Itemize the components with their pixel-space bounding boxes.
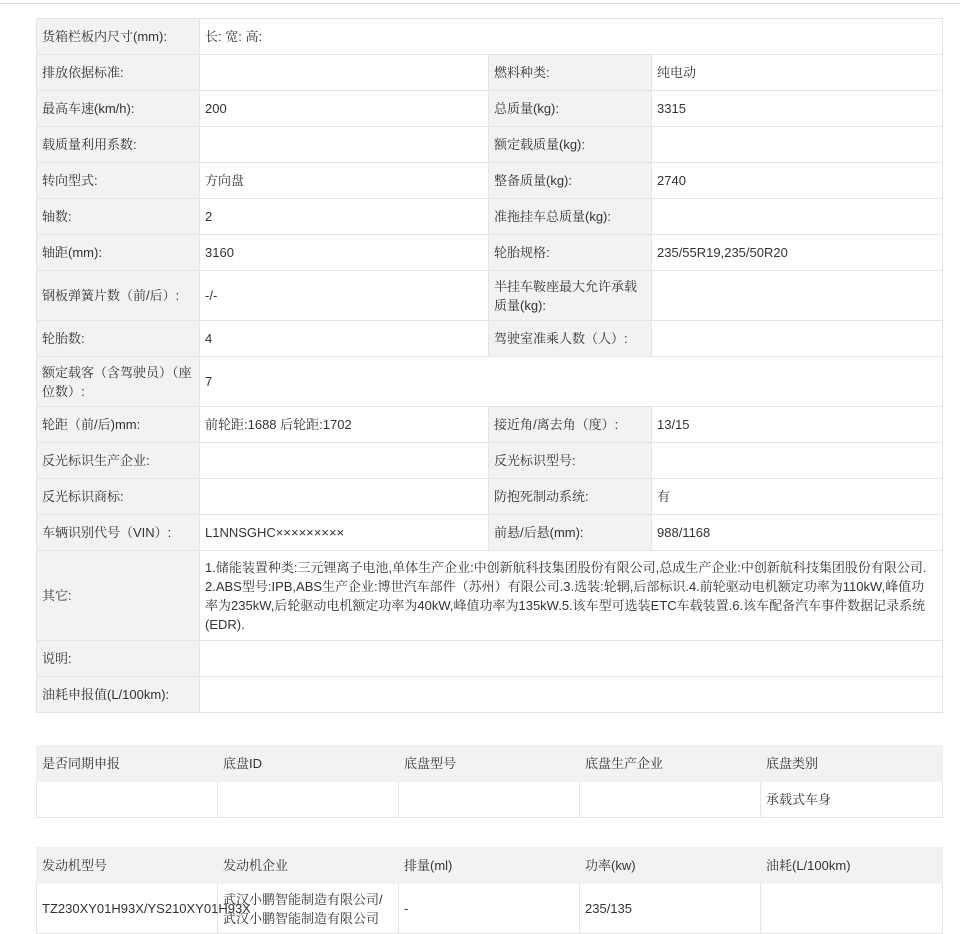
spec-value: 235/55R19,235/50R20 bbox=[652, 235, 943, 271]
spec-label: 额定载质量(kg): bbox=[489, 127, 652, 163]
spec-label: 额定载客（含驾驶员）（座位数）: bbox=[37, 357, 200, 407]
spec-value: 有 bbox=[652, 479, 943, 515]
spec-label: 说明: bbox=[37, 641, 200, 677]
spec-row bbox=[37, 271, 943, 321]
spec-row bbox=[37, 407, 943, 443]
column-header: 排量(ml) bbox=[399, 848, 580, 884]
column-header: 油耗(L/100km) bbox=[761, 848, 943, 884]
column-header: 是否同期申报 bbox=[37, 746, 218, 782]
spec-label: 钢板弹簧片数（前/后）: bbox=[37, 271, 200, 321]
spec-value bbox=[200, 55, 489, 91]
spec-value bbox=[200, 127, 489, 163]
spec-label: 油耗申报值(L/100km): bbox=[37, 677, 200, 713]
engine-table bbox=[36, 847, 943, 934]
spec-row bbox=[37, 19, 943, 55]
spec-value: 2 bbox=[200, 199, 489, 235]
spec-value bbox=[652, 199, 943, 235]
spec-label: 轴数: bbox=[37, 199, 200, 235]
table-cell bbox=[761, 884, 943, 934]
spec-label: 车辆识别代号（VIN）: bbox=[37, 515, 200, 551]
spec-row bbox=[37, 91, 943, 127]
spec-label: 货箱栏板内尺寸(mm): bbox=[37, 19, 200, 55]
spec-value bbox=[652, 321, 943, 357]
spec-row bbox=[37, 443, 943, 479]
column-header: 底盘生产企业 bbox=[580, 746, 761, 782]
spec-label: 整备质量(kg): bbox=[489, 163, 652, 199]
spec-row bbox=[37, 479, 943, 515]
column-header: 发动机企业 bbox=[218, 848, 399, 884]
top-divider bbox=[0, 3, 960, 4]
spec-label: 防抱死制动系统: bbox=[489, 479, 652, 515]
spec-value: 4 bbox=[200, 321, 489, 357]
spec-value: 988/1168 bbox=[652, 515, 943, 551]
spec-row bbox=[37, 677, 943, 713]
vehicle-spec-table bbox=[36, 18, 943, 713]
spec-value: L1NNSGHC××××××××× bbox=[200, 515, 489, 551]
table-cell: 武汉小鹏智能制造有限公司/武汉小鹏智能制造有限公司 bbox=[218, 884, 399, 934]
table-header-row bbox=[37, 848, 943, 884]
spec-value bbox=[200, 641, 943, 677]
spec-value: -/- bbox=[200, 271, 489, 321]
spec-value: 200 bbox=[200, 91, 489, 127]
spec-label: 燃料种类: bbox=[489, 55, 652, 91]
table-header-row bbox=[37, 746, 943, 782]
spec-label: 轴距(mm): bbox=[37, 235, 200, 271]
spec-label: 反光标识生产企业: bbox=[37, 443, 200, 479]
spec-value bbox=[200, 443, 489, 479]
spec-row bbox=[37, 321, 943, 357]
spec-value: 纯电动 bbox=[652, 55, 943, 91]
spec-row bbox=[37, 199, 943, 235]
spec-label: 准拖挂车总质量(kg): bbox=[489, 199, 652, 235]
spec-row bbox=[37, 163, 943, 199]
table-cell: 承载式车身 bbox=[761, 782, 943, 818]
spec-value: 前轮距:1688 后轮距:1702 bbox=[200, 407, 489, 443]
spec-label: 前悬/后悬(mm): bbox=[489, 515, 652, 551]
spec-label: 轮距（前/后)mm: bbox=[37, 407, 200, 443]
table-cell: TZ230XY01H93X/YS210XY01H93X bbox=[37, 884, 218, 934]
table-cell bbox=[218, 782, 399, 818]
spec-value: 1.储能装置种类:三元锂离子电池,单体生产企业:中创新航科技集团股份有限公司,总成生产企业:中创新航科技集团股份有限公司.2.ABS型号:IPB,ABS生产企业:博世汽车部件（苏州）有限公司.3.选装:轮辋,后部标识.4.前轮驱动电机额定功率为110kW,峰值功率为235kW,后轮驱动电机额定功率为40kW,峰值功率为135kW.5.该车型可选装ETC车载装置.6.该车配备汽车事件数据记录系统(EDR). bbox=[200, 551, 943, 641]
spec-value: 长: 宽: 高: bbox=[200, 19, 943, 55]
spec-row bbox=[37, 127, 943, 163]
column-header: 发动机型号 bbox=[37, 848, 218, 884]
spec-label: 轮胎数: bbox=[37, 321, 200, 357]
column-header: 底盘ID bbox=[218, 746, 399, 782]
table-row bbox=[37, 782, 943, 818]
spec-value: 7 bbox=[200, 357, 943, 407]
spec-label: 最高车速(km/h): bbox=[37, 91, 200, 127]
chassis-table bbox=[36, 745, 943, 818]
spec-label: 总质量(kg): bbox=[489, 91, 652, 127]
table-cell: - bbox=[399, 884, 580, 934]
spec-value: 13/15 bbox=[652, 407, 943, 443]
table-cell bbox=[580, 782, 761, 818]
spec-label: 半挂车鞍座最大允许承载质量(kg): bbox=[489, 271, 652, 321]
spec-value: 方向盘 bbox=[200, 163, 489, 199]
spec-value: 3315 bbox=[652, 91, 943, 127]
spec-value bbox=[200, 677, 943, 713]
spec-value bbox=[652, 127, 943, 163]
spec-row bbox=[37, 641, 943, 677]
spec-value: 3160 bbox=[200, 235, 489, 271]
spec-label: 反光标识型号: bbox=[489, 443, 652, 479]
spec-row bbox=[37, 357, 943, 407]
spec-label: 排放依据标准: bbox=[37, 55, 200, 91]
spec-label: 接近角/离去角（度）: bbox=[489, 407, 652, 443]
spec-row bbox=[37, 515, 943, 551]
spec-value bbox=[652, 443, 943, 479]
spec-label: 载质量利用系数: bbox=[37, 127, 200, 163]
spec-value bbox=[652, 271, 943, 321]
spec-label: 其它: bbox=[37, 551, 200, 641]
spec-value bbox=[200, 479, 489, 515]
table-cell: 235/135 bbox=[580, 884, 761, 934]
spec-label: 驾驶室准乘人数（人）: bbox=[489, 321, 652, 357]
spec-row bbox=[37, 551, 943, 641]
spec-row bbox=[37, 235, 943, 271]
table-cell bbox=[37, 782, 218, 818]
spec-label: 轮胎规格: bbox=[489, 235, 652, 271]
column-header: 底盘类别 bbox=[761, 746, 943, 782]
column-header: 底盘型号 bbox=[399, 746, 580, 782]
table-cell bbox=[399, 782, 580, 818]
spec-value: 2740 bbox=[652, 163, 943, 199]
spec-row bbox=[37, 55, 943, 91]
spec-label: 转向型式: bbox=[37, 163, 200, 199]
table-row bbox=[37, 884, 943, 934]
spec-label: 反光标识商标: bbox=[37, 479, 200, 515]
column-header: 功率(kw) bbox=[580, 848, 761, 884]
